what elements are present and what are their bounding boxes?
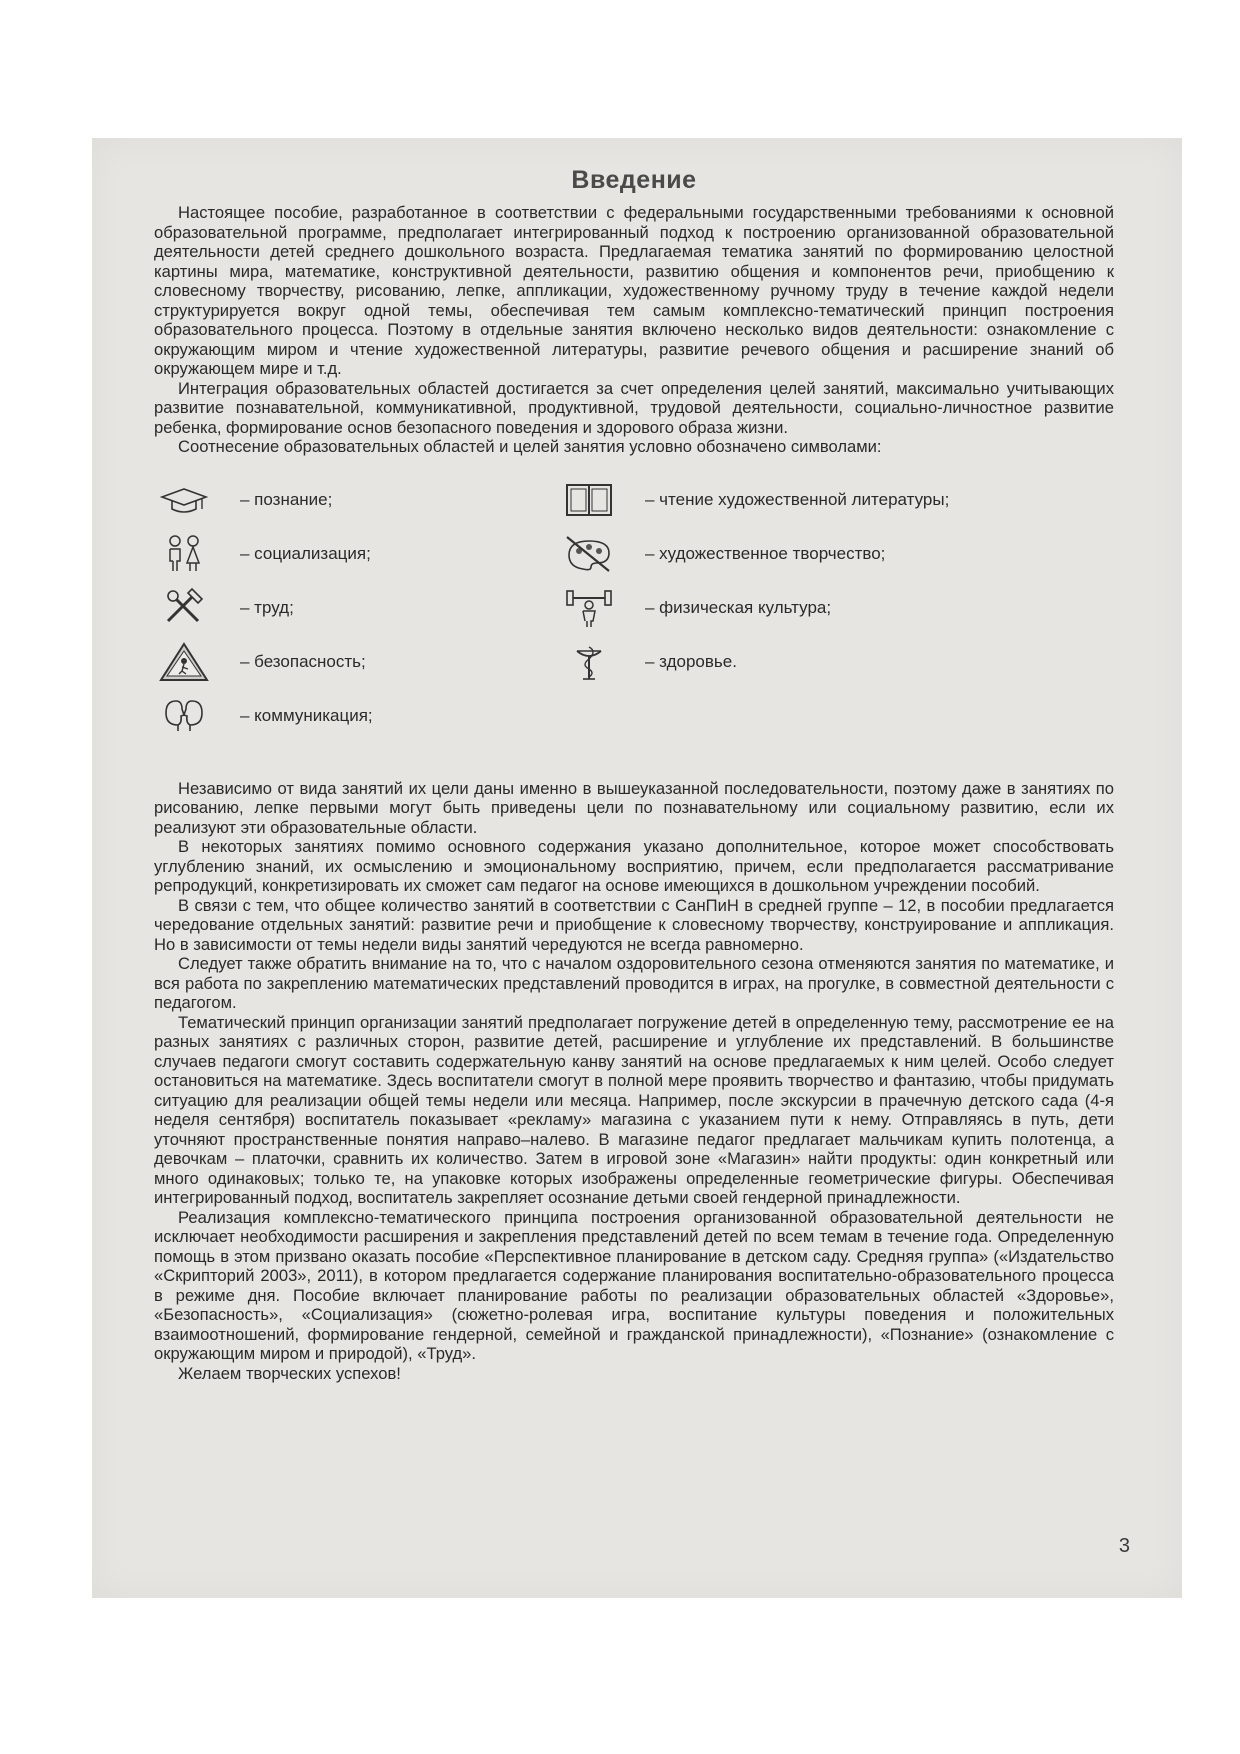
legend-item-labor [154, 583, 294, 633]
legend-label-physical: – физическая культура; [645, 597, 832, 617]
symbols-legend [154, 475, 1114, 745]
page-title: Введение [571, 166, 697, 194]
dumbbell-icon [559, 586, 619, 630]
legend-label-art: – художественное творчество; [645, 543, 886, 563]
legend-label-labor: – труд; [240, 597, 294, 617]
body-paragraph-7: Желаем творческих успехов! [178, 1363, 401, 1383]
body-paragraph-4: Следует также обратить внимание на то, что с началом оздоровительного сезона отменяются занятия по математике, и вся работа по закреплению математических представлений проводится в играх, на прогулке, в совместной деятельности с педагогом. [154, 954, 1114, 1012]
palette-icon [559, 532, 619, 576]
mortarboard-icon [154, 478, 214, 522]
body-paragraph-5: Тематический принцип организации занятий предполагает погружение детей в определенную тему, рассмотрение ее на разных занятиях с различных сторон, развитие детей, расширение и углубление их представлений. В большинстве случаев педагоги смогут составить содержательную канву занятий на основе предлагаемых к ним целей. Особо следует остановиться на математике. Здесь воспитатели смогут в полной мере проявить творчество и фантазию, чтобы придумать ситуацию для реализации общей темы недели или месяца. Например, после экскурсии в прачечную детского сада (4-я неделя сентября) воспитатель показывает «рекламу» магазина с указанием пути к нему. Отправляясь в путь, дети уточняют пространственные понятия направо–налево. В магазине педагог предлагает мальчикам купить полотенца, а девочкам – платочки, сравнить их количество. Затем в игровой зоне «Магазин» найти продукты: один конкретный или много одинаковых; только те, на упаковке которых изображены определенные геометрические фигуры. Обеспечивая интегрированный подход, воспитатель закрепляет осознание детьми своей гендерной принадлежности. [154, 1012, 1114, 1207]
legend-label-communication: – коммуникация; [240, 705, 373, 725]
two-heads-icon [154, 694, 214, 738]
legend-item-socialization [154, 529, 371, 579]
legend-label-health: – здоровье. [645, 651, 737, 671]
legend-item-cognition [154, 475, 332, 525]
legend-item-physical [559, 583, 831, 633]
legend-item-health [559, 637, 737, 687]
legend-label-socialization: – социализация; [240, 543, 371, 563]
body-paragraph-1: Независимо от вида занятий их цели даны именно в вышеуказанной последовательности, поэтому даже в занятиях по рисованию, лепке первыми могут быть приведены цели по познавательному или социальному развитию, если их реализуют эти образовательные области. [154, 778, 1114, 837]
warning-triangle-icon [154, 640, 214, 684]
legend-item-art [559, 529, 885, 579]
scanned-page [92, 138, 1182, 1598]
legend-item-reading [559, 475, 949, 525]
bowl-of-hygieia-icon [559, 640, 619, 684]
body-paragraph-6: Реализация комплексно-тематического принципа построения организованной образовательной деятельности не исключает необходимости расширения и закрепления представлений детей по всем темам в течение года. Определенную помощь в этом призвано оказать пособие «Перспективное планирование в детском саду. Средняя группа» («Издательство «Скрипторий 2003», 2011), в котором предлагается содержание планирования воспитательно-образовательного процесса в режиме дня. Пособие включает планирование работы по реализации образовательных областей «Здоровье», «Безопасность», «Социализация» (сюжетно-ролевая игра, воспитание культуры поведения и положительных взаимоотношений, формирование гендерной, семейной и гражданской принадлежности), «Познание» (ознакомление с окружающим миром и природой), «Труд». [154, 1207, 1114, 1363]
intro-paragraph-3: Соотнесение образовательных областей и целей занятия условно обозначено символами: [178, 437, 882, 456]
page-number: 3 [1118, 1535, 1130, 1557]
page-content [154, 166, 1114, 1383]
children-icon [154, 532, 214, 576]
legend-label-cognition: – познание; [240, 489, 333, 509]
tools-icon [154, 586, 214, 630]
body-paragraph-3: В связи с тем, что общее количество занятий в соответствии с СанПиН в средней группе – 12, в пособии предлагается чередование отдельных занятий: развитие речи и приобщение к словесному творчеству, конструирование и аппликация. Но в зависимости от темы недели виды занятий чередуются не всегда равномерно. [154, 895, 1114, 954]
open-book-icon [559, 478, 619, 522]
legend-label-safety: – безопасность; [240, 651, 366, 671]
intro-paragraph-2: Интеграция образовательных областей достигается за счет определения целей занятий, максимально учитывающих развитие познавательной, коммуникативной, продуктивной, трудовой деятельности, социально-личностное развитие ребенка, формирование основ безопасного поведения и здорового образа жизни. [154, 378, 1114, 437]
legend-label-reading: – чтение художественной литературы; [645, 489, 950, 509]
body-paragraph-2: В некоторых занятиях помимо основного содержания указано дополнительное, которое может способствовать углублению знаний, их осмыслению и эмоциональному восприятию, причем, если предполагается рассматривание репродукций, конкретизировать их сможет сам педагог на основе имеющихся в дошкольном учреждении пособий. [154, 837, 1114, 895]
intro-paragraph-1: Настоящее пособие, разработанное в соответствии с федеральными государственными требованиями к основной образовательной программе, предполагает интегрированный подход к построению организованной образовательной деятельности детей среднего дошкольного возраста. Предлагаемая тематика занятий по формированию целостной картины мира, математике, конструктивной деятельности, развитию общения и компонентов речи, приобщению к словесному творчеству, рисованию, лепке, аппликации, художественному ручному труду в течение каждой недели структурируется вокруг одной темы, обеспечивая тем самым комплексно-тематический принцип построения образовательного процесса. Поэтому в отдельные занятия включено несколько видов деятельности: ознакомление с окружающим миром и чтение художественной литературы, развитие речевого общения и расширение знаний об окружающем мире и т.д. [154, 203, 1114, 378]
legend-item-communication [154, 691, 373, 741]
legend-item-safety [154, 637, 366, 687]
